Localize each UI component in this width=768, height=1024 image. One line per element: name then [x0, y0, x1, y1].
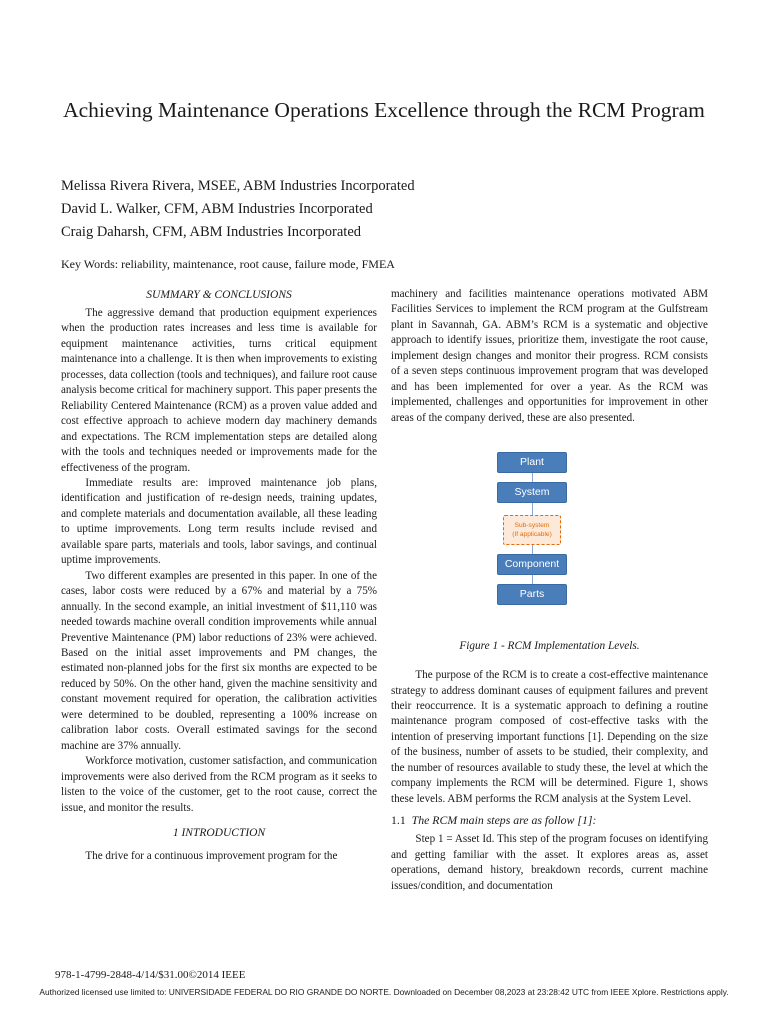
introduction-heading: 1 INTRODUCTION — [172, 826, 266, 839]
figure-level-system: System — [497, 482, 567, 503]
figure-level-plant: Plant — [497, 452, 567, 473]
keywords: Key Words: reliability, maintenance, root cause, failure mode, FMEA — [61, 257, 395, 271]
summary-paragraph: Workforce motivation, customer satisfaction, and communication improvements were also derived from the RCM program as it seeks to listen to the voice of the customer, get to the root cause, correct the issue, and monitor the results. — [61, 755, 377, 814]
figure-level-subsystem — [503, 515, 561, 545]
figure-subsystem-label: Sub-system — [514, 522, 550, 530]
introduction-paragraph: The drive for a continuous improvement program for the — [85, 849, 338, 862]
purpose-paragraph: The purpose of the RCM is to create a cost-effective maintenance strategy to address dominant causes of equipment failures and prevent their reoccurrence. It is a systematic approach to defining a routine maintenance program composed of cost-effective tasks with the intention of preserving important functions [1]. Depending on the size of the business, number of assets to be studied, their complexity, and the number of resources available to study these, the level at which the company implements the RCM will be determined. Figure 1, shows these levels. ABM performs the RCM analysis at the System Level. — [391, 669, 708, 805]
right-column — [391, 287, 708, 894]
figure-level-parts: Parts — [497, 584, 567, 605]
left-column — [61, 286, 377, 864]
rcm-levels-figure — [391, 452, 708, 626]
footer-license: Authorized licensed use limited to: UNIVERSIDADE FEDERAL DO RIO GRANDE DO NORTE. Downloaded on December 08,2023 at 23:28:42 UTC from IEEE Xplore. Restrictions apply. — [39, 987, 729, 997]
paper-title: Achieving Maintenance Operations Excellence through the RCM Program — [63, 98, 705, 122]
author-line: Craig Daharsh, CFM, ABM Industries Incorporated — [61, 224, 362, 240]
figure-level-component: Component — [497, 554, 567, 575]
introduction-continuation: machinery and facilities maintenance operations motivated ABM Facilities Services to implement the RCM program at the Gulfstream plant in Savannah, GA. ABM’s RCM is a systematic and objective approach to identify issues, prioritize them, investigate the root cause, implement design changes and monitor their progress. RCM consists of a seven steps continuous improvement program that was developed and has been implemented for over a year. As the RCM was implemented, challenges and opportunities for improvement in other areas of the company derived, these are also presented. — [391, 288, 708, 424]
subsection-heading — [391, 811, 708, 829]
step-paragraph: Step 1 = Asset Id. This step of the program focuses on identifying and getting familiar with the asset. It explores areas as, asset operations, demand history, breakdown records, current machine issues/condition, and documentation — [391, 833, 708, 892]
summary-paragraph: Immediate results are: improved maintenance job plans, identification and justification of re-design needs, training updates, and complete materials and documentation available, all these leading to uptime improvements. Long term results include revised and available spare parts, materials and tools, labor savings, and continual uptime improvements. — [61, 476, 377, 567]
figure-connector — [532, 473, 533, 482]
summary-heading: SUMMARY & CONCLUSIONS — [146, 289, 292, 301]
author-line: David L. Walker, CFM, ABM Industries Incorporated — [61, 201, 373, 217]
summary-paragraph: The aggressive demand that production equipment experiences when the production rates increases and less time is available for equipment maintenance activities, turns critical equipment maintenance into a challenge. It is then when improvements to existing processes, data collection (tools and techniques), and failure root cause analysis become critical for machinery support. This paper presents the Reliability Centered Maintenance (RCM) as a proven value added and cost effective approach to achieve modern day machinery demands and expectations. The RCM implementation steps are detailed along with the tools and techniques needed or improvements made for the effectiveness of the program. — [61, 307, 377, 474]
footer-isbn: 978-1-4799-2848-4/14/$31.00©2014 IEEE — [55, 969, 246, 981]
figure-connector — [532, 545, 533, 554]
subsection-title: The RCM main steps are as follow [1]: — [411, 813, 597, 828]
author-line: Melissa Rivera Rivera, MSEE, ABM Industries Incorporated — [61, 178, 415, 194]
subsection-number: 1.1 — [391, 813, 406, 828]
summary-paragraph: Two different examples are presented in this paper. In one of the cases, labor costs were reduced by a 67% and material by a 75% annually. In the second example, an initial investment of $11,110 was needed towards machine overall condition improvements while annual Preventive Maintenance (PM) labor reductions of 23% were achieved. Based on the initial asset improvements and PM changes, the estimated non-planned jobs for the first six months are expected to be reduced by 50%. On the other hand, given the machine sensitivity and constant movement required for operation, the calibration activities were determined to be doubled, representing a 100% increase on calibration labor costs. Overall estimated savings for the second machine are 37% annually. — [61, 569, 377, 752]
figure-caption: Figure 1 - RCM Implementation Levels. — [459, 640, 640, 653]
figure-subsystem-note: (If applicable) — [512, 531, 552, 539]
author-list — [61, 175, 721, 244]
figure-connector — [532, 575, 533, 584]
figure-connector — [532, 503, 533, 515]
